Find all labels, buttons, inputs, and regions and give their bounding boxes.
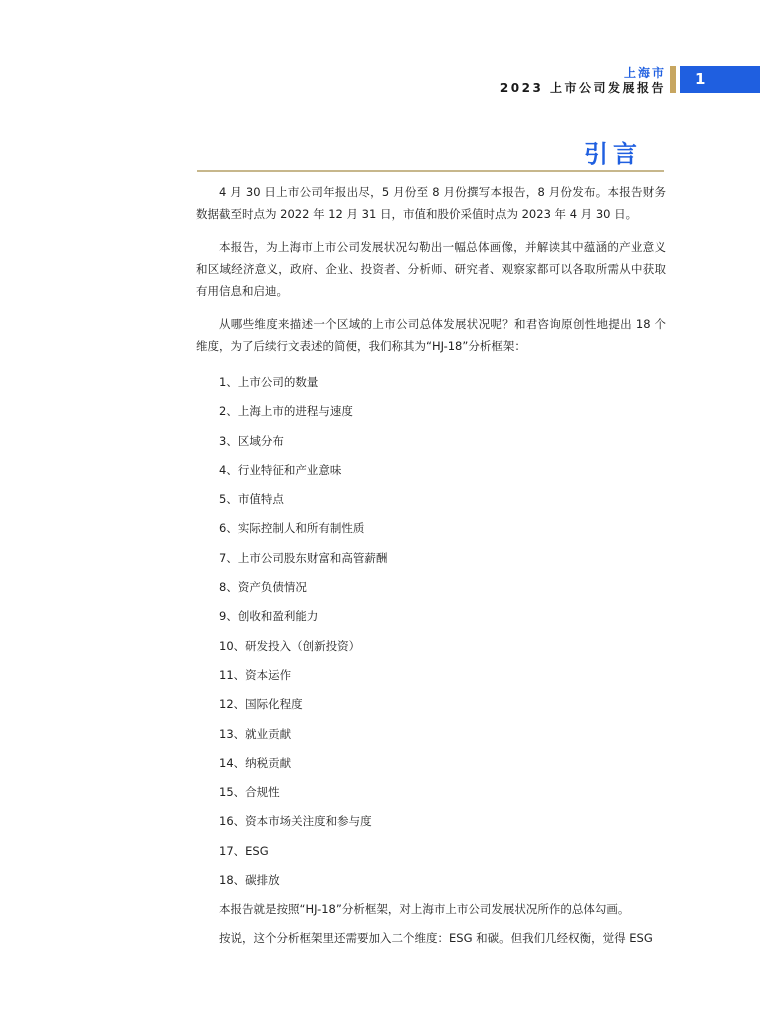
list-item: 2、上海上市的进程与速度 <box>219 404 353 419</box>
title-rule <box>197 170 664 172</box>
list-item: 17、ESG <box>219 843 269 858</box>
list-item: 12、国际化程度 <box>219 697 303 712</box>
closing-paragraph-2: 按说，这个分析框架里还需要加入二个维度：ESG 和碳。但我们几经权衡，觉得 ESG <box>219 931 653 946</box>
list-item: 18、碳排放 <box>219 873 280 888</box>
list-item: 7、上市公司股东财富和高管薪酬 <box>219 550 388 565</box>
paragraph-1: 4 月 30 日上市公司年报出尽，5 月份至 8 月份撰写本报告，8 月份发布。本报告财务数据截至时点为 2022 年 12 月 31 日，市值和股价采值时点为 2023 年 4 月 30 日。 <box>196 185 666 221</box>
list-item: 16、资本市场关注度和参与度 <box>219 814 372 829</box>
list-item: 8、资产负债情况 <box>219 580 307 595</box>
section-title: 引言 <box>584 140 642 168</box>
paragraph-2: 本报告，为上海市上市公司发展状况勾勒出一幅总体画像，并解读其中蕴涵的产业意义和区域经济意义，政府、企业、投资者、分析师、研究者、观察家都可以各取所需从中获取有用信息和启迪。 <box>196 240 666 298</box>
list-item: 5、市值特点 <box>219 492 284 507</box>
list-item: 14、纳税贡献 <box>219 755 292 770</box>
list-item: 10、研发投入（创新投资） <box>219 638 361 653</box>
list-item: 1、上市公司的数量 <box>219 375 319 389</box>
paragraph-3: 从哪些维度来描述一个区域的上市公司总体发展状况呢？和君咨询原创性地提出 18 个维度，为了后续行文表述的简便，我们称其为“HJ-18”分析框架： <box>196 317 666 353</box>
list-item: 13、就业贡献 <box>219 726 292 741</box>
list-item: 4、行业特征和产业意味 <box>219 462 342 477</box>
header-report-title: 2023 上市公司发展报告 <box>499 81 666 95</box>
list-item: 11、资本运作 <box>219 667 292 682</box>
header-text <box>500 66 666 96</box>
closing-paragraph-1: 本报告就是按照“HJ-18”分析框架，对上海市上市公司发展状况所作的总体勾画。 <box>219 902 630 917</box>
page-number-badge: 1 <box>680 66 760 93</box>
dimension-list <box>196 368 666 895</box>
list-item: 3、区域分布 <box>219 433 284 448</box>
header-gold-bar <box>670 66 676 93</box>
list-item: 6、实际控制人和所有制性质 <box>219 521 365 536</box>
header-city: 上海市 <box>623 66 666 80</box>
list-item: 9、创收和盈利能力 <box>219 609 319 624</box>
list-item: 15、合规性 <box>219 785 280 800</box>
document-body <box>196 181 666 953</box>
